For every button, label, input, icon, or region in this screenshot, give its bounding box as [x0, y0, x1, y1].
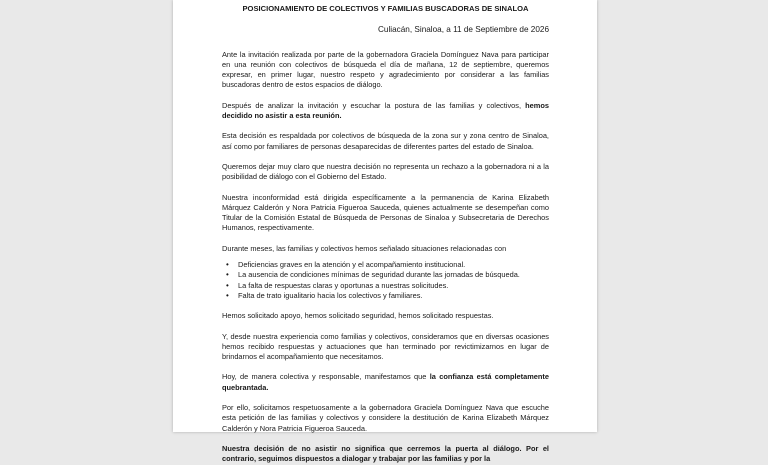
paragraph-support: Esta decisión es respaldada por colectivos de búsqueda de la zona sur y zona centro de Sinaloa, así como por familiares de personas desaparecidas de diferentes partes del estado de Sinaloa. [222, 131, 549, 151]
list-item: • Deficiencias graves en la atención y el acompañamiento institucional. [238, 260, 549, 270]
paragraph-trust [222, 372, 549, 393]
paragraph-decision-bold: hemos decidido no asistir a esta reunión. [222, 100, 549, 121]
list-item: • La ausencia de condiciones mínimas de seguridad durante las jornadas de búsqueda. [238, 270, 549, 280]
paragraph-decision-text: Después de analizar la invitación y escuchar la postura de las familias y colectivos, [222, 100, 526, 110]
document-title: POSICIONAMIENTO DE COLECTIVOS Y FAMILIAS BUSCADORAS DE SINALOA [242, 4, 529, 13]
paragraph-situations-intro: Durante meses, las familias y colectivos hemos señalado situaciones relacionadas con [222, 243, 507, 253]
paragraph-inconformity: Nuestra inconformidad está dirigida específicamente a la permanencia de Karina Elizabeth Márquez Calderón y Nora Patricia Figueroa Sauceda, quienes actualmente se desempeñan como Titular de la Comisión Estatal de Búsqueda de Personas de Sinaloa y Subsecretaria de Derechos Humanos, respectivamente. [222, 192, 549, 233]
document-body [222, 4, 549, 465]
paragraph-trust-bold: la confianza está completamente quebrantada. [222, 372, 549, 392]
paragraph-clarification: Queremos dejar muy claro que nuestra decisión no representa un rechazo a la gobernadora ni a la posibilidad de diálogo con el Gobierno del Estado. [222, 161, 549, 182]
dateline: Culiacán, Sinaloa, a 11 de Septiembre de 2026 [378, 25, 549, 35]
document-page [173, 0, 597, 464]
list-item: • La falta de respuestas claras y oportunas a nuestras solicitudes. [238, 281, 549, 291]
paragraph-trust-text: Hoy, de manera colectiva y responsable, manifestamos que [222, 372, 430, 382]
paragraph-dialogue-bold: Nuestra decisión de no asistir no significa que cerremos la puerta al diálogo. Por el contrario, seguimos dispuestos a dialogar y trabajar por las familias y por la [222, 443, 549, 464]
situations-list [222, 260, 549, 301]
paragraph-requests: Hemos solicitado apoyo, hemos solicitado seguridad, hemos solicitado respuestas. [222, 311, 494, 321]
paragraph-revictimization: Y, desde nuestra experiencia como familias y colectivos, consideramos que en diversas ocasiones hemos recibido respuestas y actuaciones que han terminado por revictimizarnos en lugar de brindarnos el acompañamiento que necesitamos. [222, 331, 549, 362]
list-item: • Falta de trato igualitario hacia los colectivos y familiares. [238, 291, 549, 301]
paragraph-dialogue [222, 444, 549, 465]
paragraph-decision [222, 101, 549, 122]
paragraph-petition: Por ello, solicitamos respetuosamente a la gobernadora Graciela Domínguez Nava que escuche esta petición de las familias y colectivos y considere la destitución de Karina Elizabeth Márquez Calderón y Nora Patricia Figueroa Sauceda. [222, 403, 549, 433]
paragraph-invitation: Ante la invitación realizada por parte de la gobernadora Graciela Domínguez Nava para participar en una reunión con colectivos de búsqueda el día de mañana, 12 de septiembre, queremos expresar, en primer lugar, nuestro respeto y agradecimiento por considerar a las familias buscadoras dentro de estos espacios de diálogo. [222, 49, 549, 90]
